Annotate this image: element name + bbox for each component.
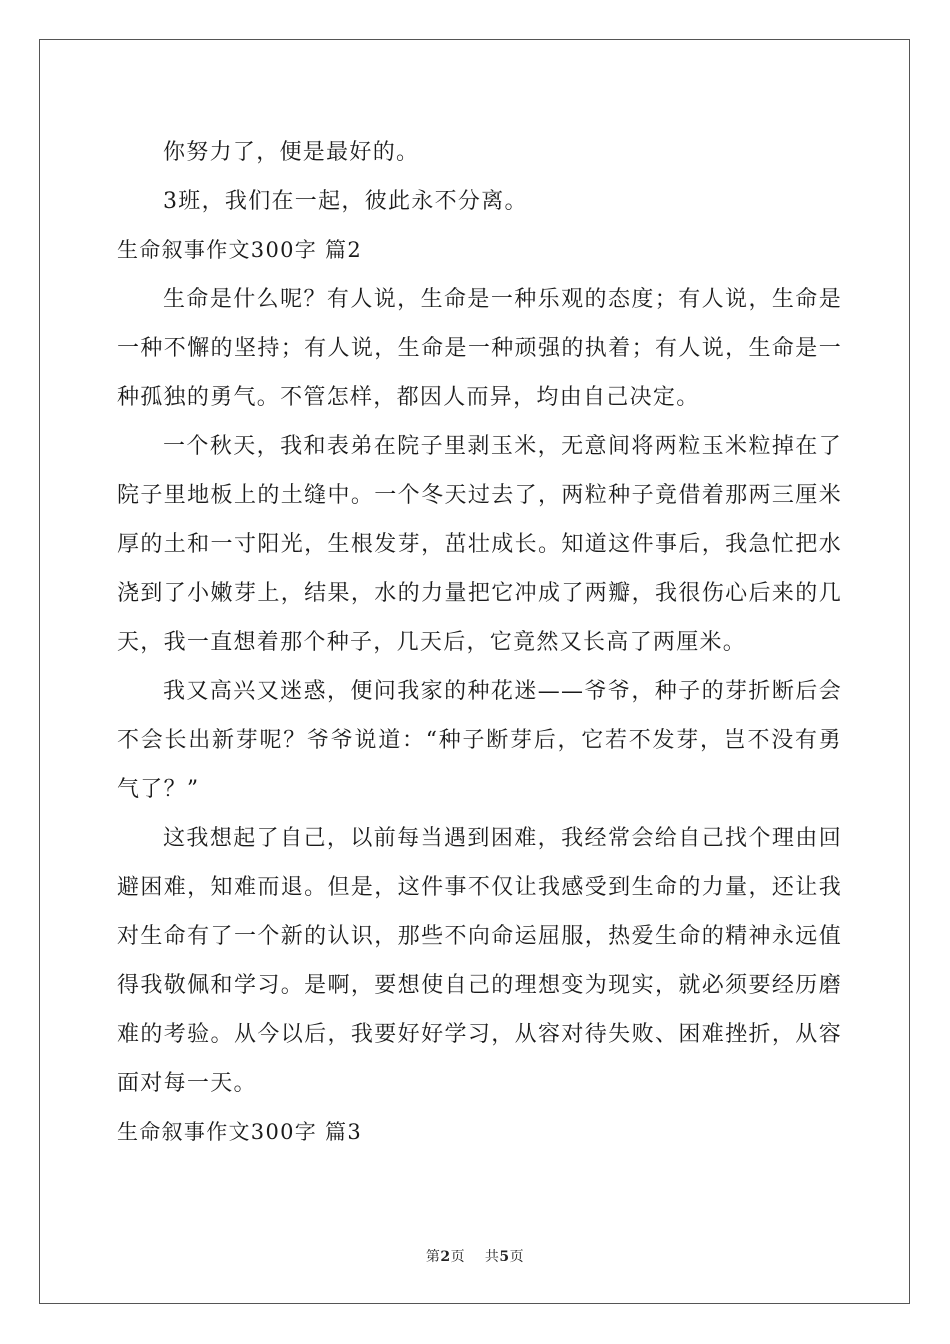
paragraph-4: 这我想起了自己，以前每当遇到困难，我经常会给自己找个理由回避困难，知难而退。但是，这件事不仅让我感受到生命的力量，还让我对生命有了一个新的认识，那些不向命运屈服，热爱生命的精神永远值得我敬佩和学习。是啊，要想使自己的理想变为现实，就必须要经历磨难的考验。从今以后，我要好好学习，从容对待失败、困难挫折，从容面对每一天。 [117, 826, 842, 1096]
closing-line-1: 你努力了，便是最好的。 [163, 140, 420, 165]
paragraph-3: 我又高兴又迷惑，便问我家的种花迷——爷爷，种子的芽折断后会不会长出新芽呢？爷爷说道：“种子断芽后，它若不发芽，岂不没有勇气了？” [117, 679, 842, 802]
essay-heading-3: 生命叙事作文300字 篇3 [117, 1120, 363, 1144]
total-suffix: 页 [509, 1249, 525, 1265]
document-body [117, 128, 842, 1157]
paragraph-1: 生命是什么呢？有人说，生命是一种乐观的态度；有人说，生命是一种不懈的坚持；有人说，生命是一种顽强的执着；有人说，生命是一种孤独的勇气。不管怎样，都因人而异，均由自己决定。 [117, 287, 842, 410]
total-prefix: 共 [484, 1249, 500, 1265]
paragraph-2: 一个秋天，我和表弟在院子里剥玉米，无意间将两粒玉米粒掉在了院子里地板上的土缝中。一个冬天过去了，两粒种子竟借着那两三厘米厚的土和一寸阳光，生根发芽，茁壮成长。知道这件事后，我急忙把水浇到了小嫩芽上，结果，水的力量把它冲成了两瓣，我很伤心后来的几天，我一直想着那个种子，几天后，它竟然又长高了两厘米。 [117, 434, 842, 655]
page-suffix: 页 [450, 1249, 466, 1265]
current-page-number: 2 [440, 1249, 451, 1265]
page-prefix: 第 [425, 1249, 441, 1265]
essay-heading-2: 生命叙事作文300字 篇2 [117, 238, 363, 262]
total-page-number: 5 [499, 1249, 510, 1265]
page-footer [0, 1246, 950, 1266]
closing-line-2: 3班，我们在一起，彼此永不分离。 [163, 189, 528, 214]
